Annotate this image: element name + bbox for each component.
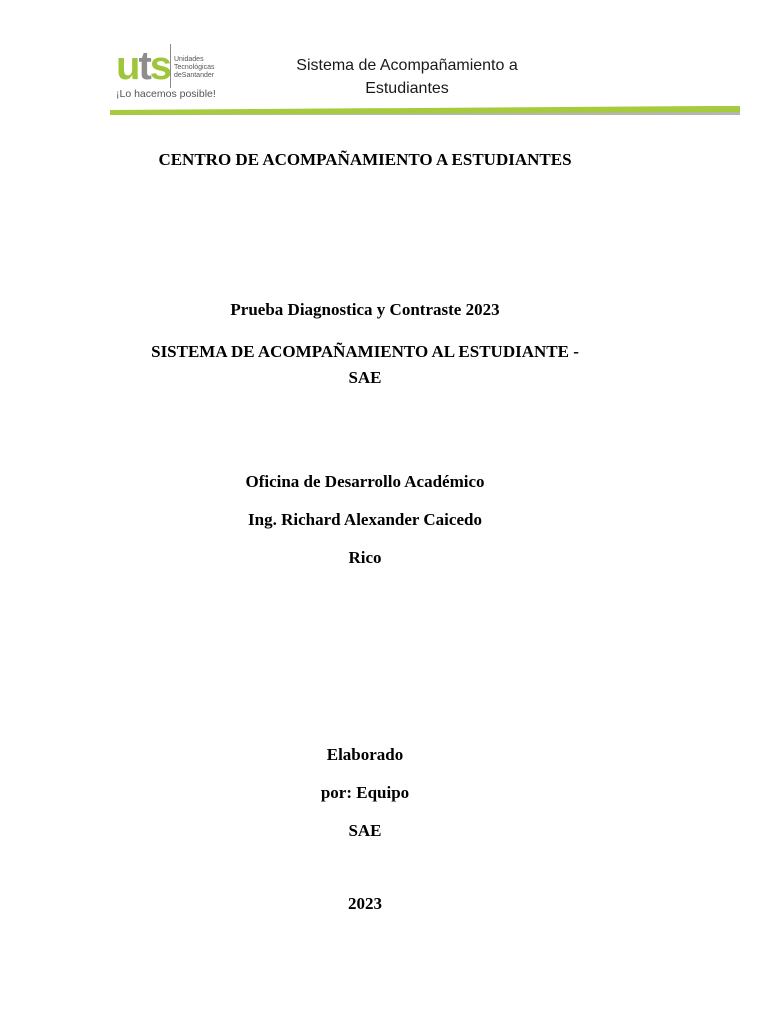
system-title-line1: SISTEMA DE ACOMPAÑAMIENTO AL ESTUDIANTE - <box>151 342 579 361</box>
person-name-line2: Rico <box>348 548 382 567</box>
person-name-line1: Ing. Richard Alexander Caicedo <box>248 510 482 529</box>
logo-separator <box>170 44 171 88</box>
logo-slogan: ¡Lo hacemos posible! <box>116 88 216 100</box>
logo-wordmark: uts <box>116 44 171 88</box>
header-title: Sistema de Acompañamiento a Estudiantes <box>296 57 518 97</box>
prepared-by-line2: por: Equipo <box>320 783 410 802</box>
center-title: CENTRO DE ACOMPAÑAMIENTO A ESTUDIANTES <box>158 150 572 169</box>
uts-logo <box>116 42 220 102</box>
prepared-by-line3: SAE <box>348 821 382 840</box>
logo-subtitle: Unidades Tecnológicas deSantander <box>174 56 215 79</box>
document-year: 2023 <box>348 894 382 913</box>
prepared-by-line1: Elaborado <box>326 745 404 764</box>
office-name: Oficina de Desarrollo Académico <box>245 472 485 491</box>
test-title: Prueba Diagnostica y Contraste 2023 <box>230 300 500 319</box>
system-title-line2: SAE <box>348 368 382 387</box>
header-bar <box>110 104 740 118</box>
